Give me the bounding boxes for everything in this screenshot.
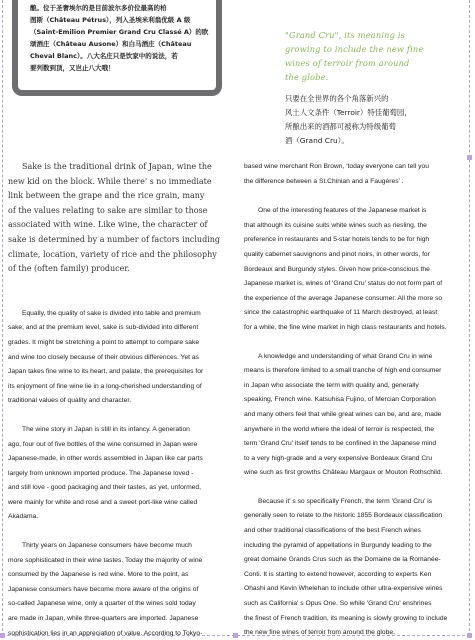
body-paragraph [8,307,230,409]
body-line: that although its cuisine suits white wines such as riesling, the [244,221,427,229]
body-line: Japanese-made, in other words assembled in Japan like car parts [8,455,203,463]
pull-quote [285,28,465,84]
lead-line: climate, location, variety of rice and the philosophy [8,249,217,259]
pull-quote-line: growing to include the new fine [285,44,424,54]
body-line: the new fine wines of terroir from around the globe. [244,629,395,637]
body-line: means is therefore limited to a small tranche of high end consumer [244,367,442,375]
pull-quote-line: "Grand Cru", its meaning is [285,30,406,40]
body-line: speaking, French wine. Katsuhisa Fujino, of Mercian Corporation [244,396,436,404]
frame-center-mark [233,633,238,638]
caption-line: 风土人文条件（Terroir）特佳葡萄园， [285,108,412,117]
lead-line: associated with wine. Like wine, the character of [8,220,208,230]
body-line: Equally, the quality of sake is divided into table and premium [22,309,201,317]
lead-line: sake is determined by a number of factors including [8,234,221,244]
lead-paragraph [8,160,230,277]
body-line: Ohashi and Kevin Whelehan to include other ultra-expensive wines [244,585,443,593]
body-line: are made in Japan, while three-quarters are imported. Japanese [8,615,199,623]
body-line: preference in restaurants and 5-star hotels tends to be for high [244,236,430,244]
body-line: for a while, the fine wine market in high class restaurants and hotels. [244,323,447,331]
caption-line: 只要在全世界的各个角落新兴的 [285,94,389,103]
body-line: Japanese consumers have become more aware of the origins of [8,585,199,593]
body-line: wine such as first growths Château Margaux or Mouton Rothschild. [244,469,443,477]
body-line: Conti. It is starting to extend however, according to experts Ken [244,570,432,578]
sidebar-line: （Saint-Emilion Premier Grand Cru Classé A）的欧 [30,28,209,36]
body-line: largely from unknown imported produce. The Japanese loved - [8,469,194,477]
body-line: to a very high-grade and a very expensive Bordeaux Grand Cru [244,454,433,462]
body-paragraph [8,539,230,640]
lead-line: Sake is the traditional drink of Japan, wine the [22,162,212,171]
body-line: Japan takes fine wine to its heart, and palate, the prerequisites for [8,368,204,376]
body-paragraph [244,495,466,640]
chinese-caption [285,92,465,148]
frame-corner-mark [0,633,5,638]
sidebar-line: 颂酒庄（Château Ausone）和白马酒庄（Château [30,40,192,48]
body-line: based wine merchant Ron Brown, 'today everyone can tell you [244,163,429,170]
body-paragraph [244,204,466,335]
pull-quote-line: the globe. [285,72,329,82]
body-line: its enjoyment of fine wine lie in a long-cherished understanding of [8,382,202,390]
lead-line: new kid on the block. While there' s no immediate [8,176,212,186]
body-line: were mainly for white and rosé and a sweet port-like wine called [8,498,198,506]
body-line: term 'Grand Cru' itself tends to be confined in the Japanese mind [244,440,437,448]
sidebar-line: 图斯（Château Pétrus），列入圣埃米利翁优级 A 级 [30,16,191,24]
left-column [8,160,230,640]
body-line: such as California' s Opus One. So while 'Grand Cru' enshrines [244,600,432,608]
body-line: more sophisticated in their wine tastes. Today the majority of wine [8,556,203,564]
body-paragraph [244,160,466,189]
body-line: and still love - good packaging and their tastes, as yet, unformed, [8,484,201,492]
body-line: and other traditional classifications of the best French wines [244,527,421,535]
body-line: grades. It might be stretching a point to attempt to compare sake [8,338,200,346]
body-line: Japanese market is, wines of 'Grand Cru' status do not form part of [244,280,443,288]
body-line: so-called Japanese wine, only a quarter of the wines sold today [8,600,196,608]
body-line: and many others feel that while great wines can be, and are, made [244,410,442,418]
body-paragraph [8,423,230,525]
sidebar-text [30,2,210,74]
body-line: the finest of French tradition, its meaning is slowly growing to include [244,614,448,622]
lead-line: of the (often family) producer. [8,264,130,274]
body-line: the experience of the average Japanese consumer. All the more so [244,294,443,302]
body-line: and wine too closely because of their obvious differences. Yet as [8,353,199,361]
body-line: Bordeaux and Burgundy styles. Given how price-conscious the [244,265,430,273]
body-line: since the catastrophic earthquake of 11 March destroyed, at least [244,309,438,317]
body-line: consumed by the Japanese is red wine. More to the point, as [8,571,189,579]
body-paragraph [244,350,466,481]
pull-quote-line: wines of terroir from around [285,58,410,68]
frame-side-mark [467,155,472,160]
body-line: the difference between a St.Chinian and a Faugères' . [244,177,404,185]
body-line: Akadama. [8,513,39,521]
lead-line: of the values relating to sake are similar to those [8,205,208,215]
body-line: sophistication lies in an appreciation of value. According to Tokyo- [8,629,203,637]
caption-line: 所酿出来的酒都可被称为特级葡萄 [285,122,396,131]
right-column [244,160,466,640]
body-line: The wine story in Japan is still in its infancy. A generation [22,425,190,433]
body-line: Because it' s so specifically French, the term 'Grand Cru' is [258,497,433,505]
body-line: generally seen to relate to the historic 1855 Bordeaux classification [244,512,443,520]
sidebar-box [12,0,222,96]
body-line: great domaine Grands Crus such as the Domaine de la Romanée- [244,556,441,564]
caption-line: 酒（Grand Cru）。 [285,136,349,145]
body-line: anywhere in the world where the ideal of terroir is respected, the [244,425,434,433]
frame-corner-mark [467,633,472,638]
body-line: ago, four out of five bottles of the wine consumed in Japan were [8,440,198,448]
body-line: in Japan who associate the term with quality and, generally [244,381,419,389]
lead-line: link between the grape and the rice grain, many [8,191,205,201]
body-line: One of the interesting features of the Japanese market is [258,207,427,215]
sidebar-line: 酿。位于圣奢埃尔的是目前波尔多价位最高的柏 [30,4,167,12]
body-line: sake, and at the premium level, sake is sub-divided into different [8,324,199,332]
body-line: Thirty years on Japanese consumers have become much [22,542,192,550]
body-line: quality cabernet sauvignons and pinot noirs, in other words, for [244,250,430,258]
sidebar-line: 要列数到顶，又岂止八大哦！ [30,64,115,72]
body-line: including the pyramid of appellations in Burgundy leading to the [244,541,432,549]
sidebar-line: Cheval Blanc）。八大名庄只是饮家中的说法，若 [30,52,178,60]
body-line: A knowledge and understanding of what Grand Cru in wine [258,352,433,360]
body-line: traditional values of quality and character. [8,397,132,405]
